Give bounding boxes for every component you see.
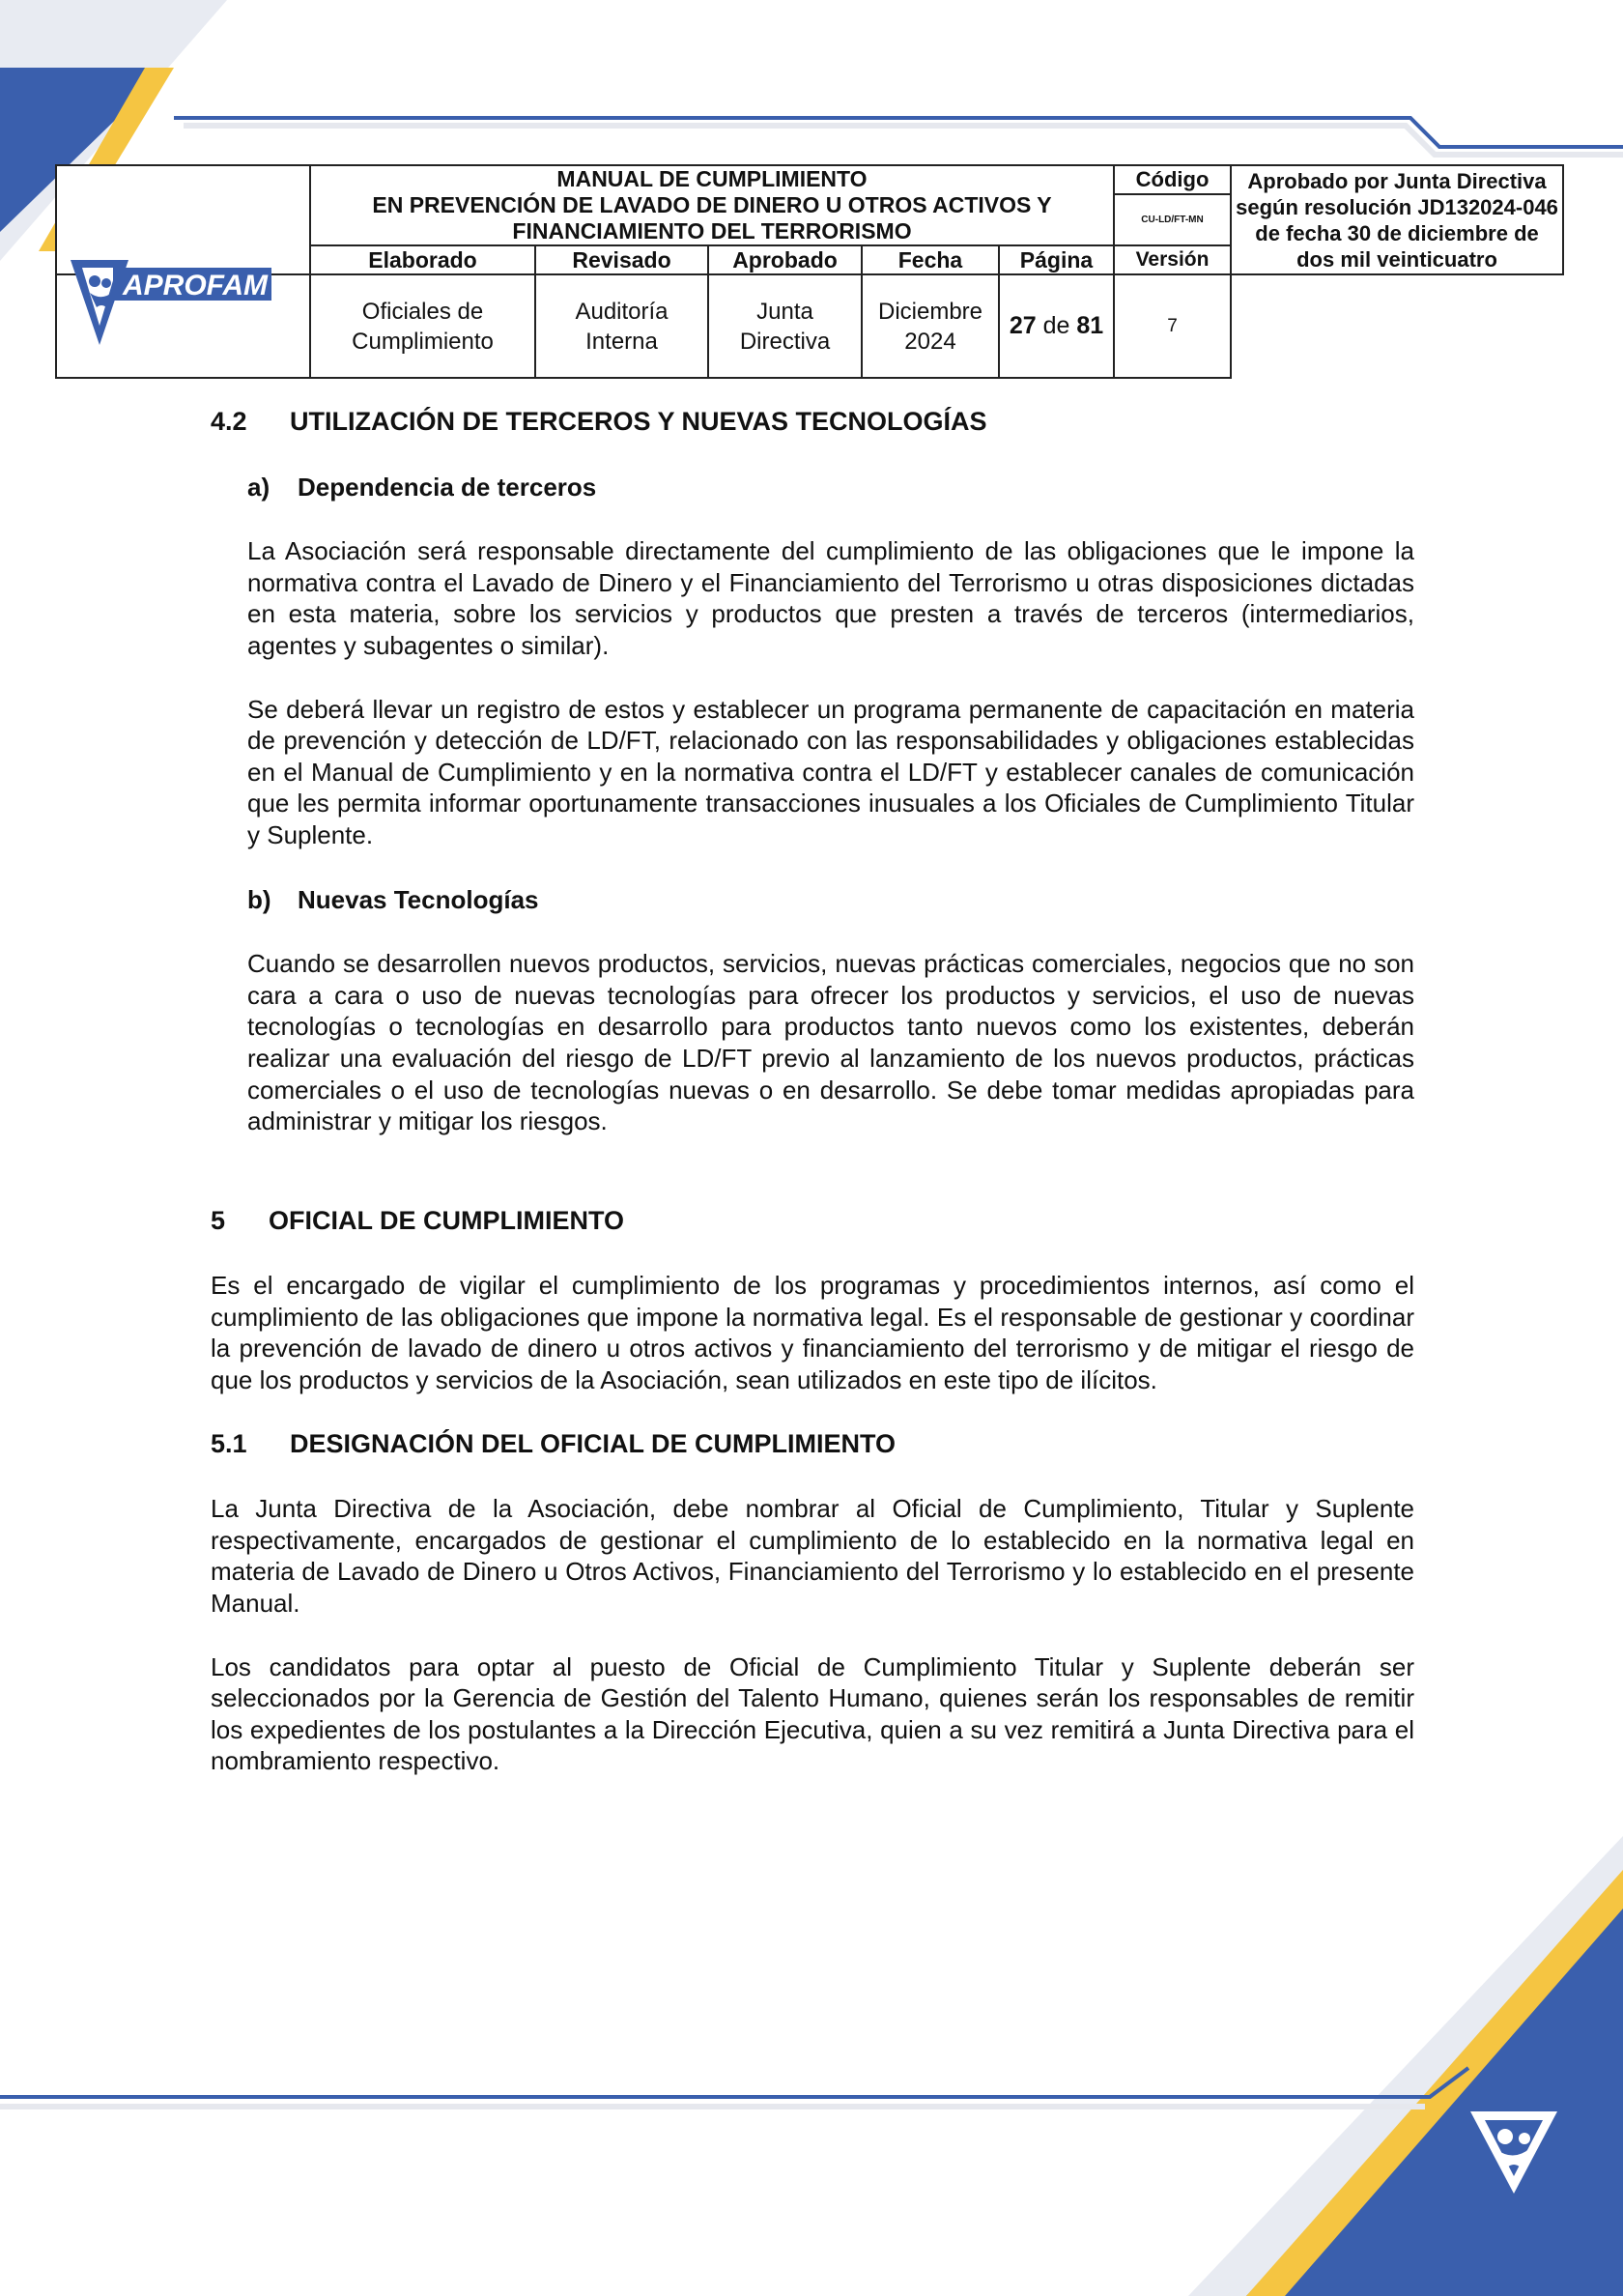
aprobado-label: Aprobado (708, 245, 862, 274)
section-title: DESIGNACIÓN DEL OFICIAL DE CUMPLIMIENTO (290, 1428, 897, 1458)
subsection-a-heading (211, 472, 1414, 503)
pagina-label: Página (999, 245, 1114, 274)
elaborado-value-line-1: Oficiales de (361, 298, 484, 325)
subsection-b-heading (211, 884, 1414, 916)
paragraph: Se deberá llevar un registro de estos y establecer un programa permanente de capacitación en materia de prevención y detección de LD/FT, relacionado con las responsabilidades y obligaciones establecidas en el Manual de Cumplimiento y en la normativa contra el LD/FT y establecer canales de comunicación que les permita informar oportunamente transacciones inusuales a los Oficiales de Cumplimiento Titular y Suplente. (247, 694, 1414, 849)
title-line-1: MANUAL DE CUMPLIMIENTO (556, 166, 868, 191)
title-line-3: FINANCIAMIENTO DEL TERRORISMO (512, 218, 912, 244)
revisado-value-line-2: Interna (585, 328, 658, 355)
logo-text: APROFAM (123, 270, 268, 301)
paragraph: La Junta Directiva de la Asociación, debe nombrar al Oficial de Cumplimiento, Titular y Suplente respectivamente, encargados de gestionar el cumplimiento de lo establecido en la normativa legal en materia de Lavado de Dinero u Otros Activos, Financiamiento del Terrorismo y lo establecido en el presente Manual. (211, 1494, 1414, 1619)
revisado-label: Revisado (535, 245, 708, 274)
page-separator: de (1042, 312, 1070, 339)
section-title: UTILIZACIÓN DE TERCEROS Y NUEVAS TECNOLOGÍAS (290, 407, 987, 436)
subsection-label: a) (247, 472, 270, 502)
document-title (310, 165, 1114, 245)
section-number: 5.1 (211, 1428, 247, 1458)
fecha-label: Fecha (862, 245, 999, 274)
approval-note: Aprobado por Junta Directiva según resolución JD132024-046 de fecha 30 de diciembre de dos mil veinticuatro (1231, 165, 1563, 274)
document-body (211, 406, 1414, 1777)
bottom-line (0, 2068, 1468, 2097)
aprobado-value-line-1: Junta (756, 298, 813, 325)
fecha-value (862, 274, 999, 378)
page-current: 27 (1009, 312, 1037, 339)
code-label: Código (1114, 165, 1231, 194)
section-title: OFICIAL DE CUMPLIMIENTO (269, 1205, 625, 1235)
section-number: 5 (211, 1205, 226, 1235)
elaborado-label: Elaborado (310, 245, 535, 274)
revisado-value-line-1: Auditoría (575, 298, 669, 325)
top-line-shadow (184, 126, 1623, 155)
aprobado-value-line-2: Directiva (739, 328, 831, 355)
code-value: CU-LD/FT-MN (1114, 194, 1231, 245)
section-number: 4.2 (211, 407, 247, 436)
aprobado-value (708, 274, 862, 378)
paragraph: Los candidatos para optar al puesto de Oficial de Cumplimiento Titular y Suplente deberán ser seleccionados por la Gerencia de Gestión del Talento Humano, quienes serán los responsables de remitir los expedientes de los postulantes a la Dirección Ejecutiva, quien a su vez remitirá a Junta Directiva para el nombramiento respectivo. (211, 1651, 1414, 1776)
revisado-value (535, 274, 708, 378)
logo-cell (56, 165, 310, 301)
elaborado-value-line-2: Cumplimiento (352, 328, 494, 355)
title-line-2: EN PREVENCIÓN DE LAVADO DE DINERO U OTROS ACTIVOS Y (372, 192, 1052, 217)
paragraph: La Asociación será responsable directamente del cumplimiento de las obligaciones que le impone la normativa contra el Lavado de Dinero y el Financiamiento del Terrorismo u otras disposiciones dictadas en esta materia, sobre los servicios y productos que presten a través de terceros (intermediarios, agentes y subagentes o similar). (247, 536, 1414, 660)
document-header-table (55, 164, 1564, 379)
aprofam-logo (69, 248, 291, 355)
section-5-heading (211, 1205, 1414, 1237)
subsection-title: Dependencia de terceros (298, 472, 597, 502)
subsection-title: Nuevas Tecnologías (298, 884, 539, 914)
page-number (999, 274, 1114, 378)
fecha-value-line-2: 2024 (904, 328, 956, 355)
elaborado-value (310, 274, 535, 378)
section-5-1-heading (211, 1428, 1414, 1460)
paragraph: Cuando se desarrollen nuevos productos, servicios, nuevas prácticas comerciales, negocios que no son cara a cara o uso de nuevas tecnologías para ofrecer los productos y servicios, el uso de nuevas tecnologías o tecnologías en desarrollo para productos tanto nuevos como los existentes, deberán realizar una evaluación del riesgo de LD/FT previo al lanzamiento de los nuevos productos, prácticas comerciales o el uso de tecnologías nuevas o en desarrollo. Se debe tomar medidas apropiadas para administrar y mitigar los riesgos. (247, 949, 1414, 1136)
section-4-2-heading (211, 406, 1414, 438)
page-total: 81 (1076, 312, 1104, 339)
subsection-label: b) (247, 884, 271, 914)
version-label: Versión (1114, 245, 1231, 274)
subsection-b-body (211, 948, 1414, 1137)
version-value: 7 (1114, 274, 1231, 378)
paragraph: Es el encargado de vigilar el cumplimiento de los programas y procedimientos internos, así como el cumplimiento de las obligaciones que impone la normativa legal. Es el responsable de gestionar y coordinar la prevención de lavado de dinero u otros activos y financiamiento del terrorismo y de mitigar el riesgo de que los productos y servicios de la Asociación, sean utilizados en este tipo de ilícitos. (211, 1271, 1414, 1395)
subsection-a-body (211, 535, 1414, 850)
top-line (174, 118, 1623, 147)
fecha-value-line-1: Diciembre (877, 298, 983, 325)
